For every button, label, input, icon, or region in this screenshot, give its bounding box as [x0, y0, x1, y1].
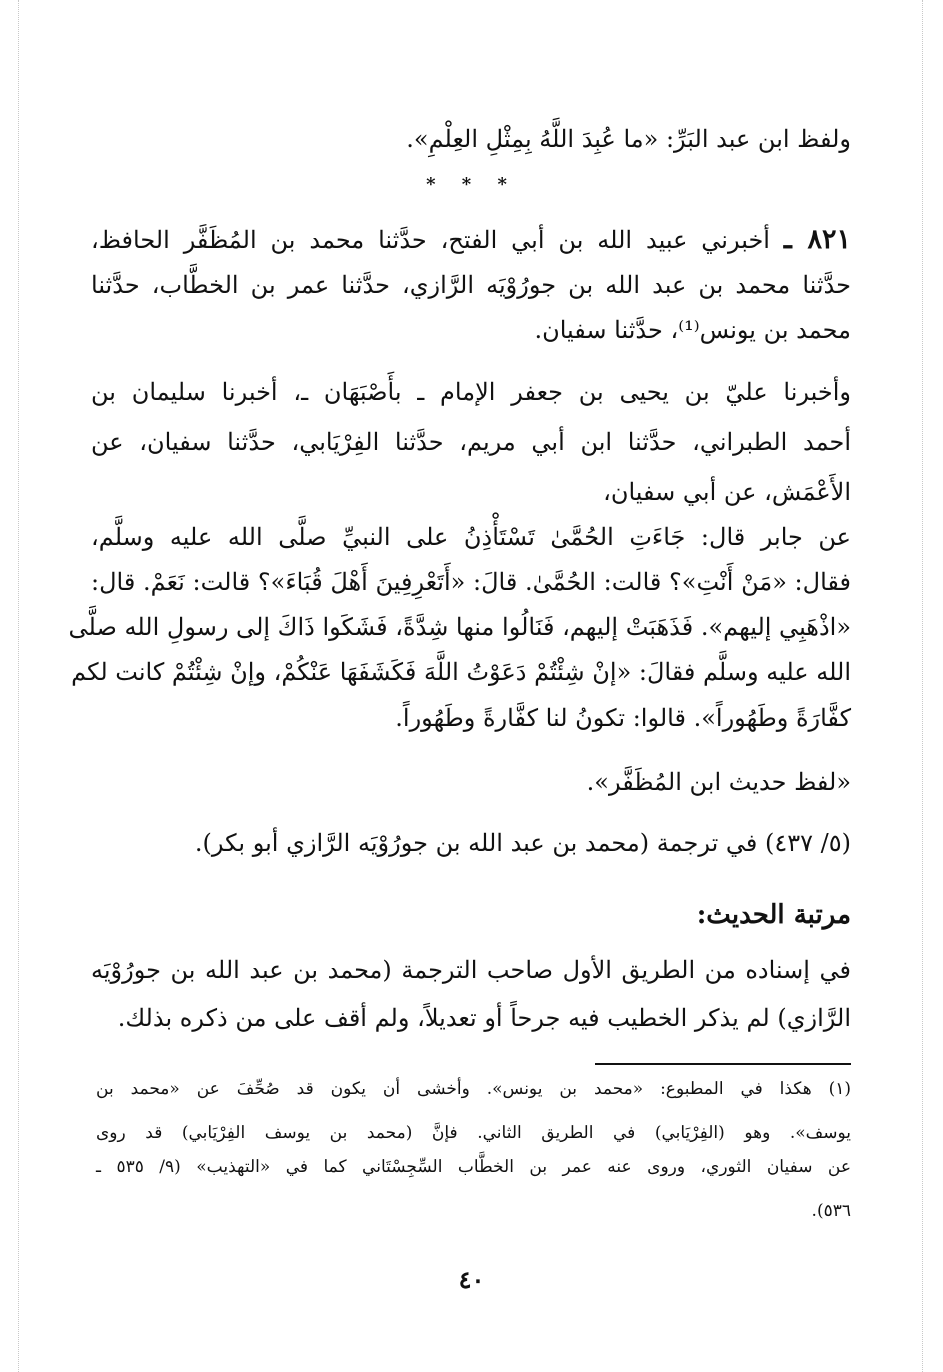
footnote-separator — [595, 1063, 851, 1065]
text-line-9: فقال: «مَنْ أَنْتِ»؟ قالت: الحُمَّىٰ. قالَ: «أَتَعْرِفِينَ أَهْلَ قُبَاءَ»؟ قالت: نَعَمْ. قال: — [91, 568, 851, 596]
text-line-15: في إسناده من الطريق الأول صاحب الترجمة (محمد بن عبد الله بن جورُوْيَه — [91, 956, 851, 984]
text-line-13: «لفظ حديث ابن المُظَفَّر». — [586, 768, 851, 796]
text-line-8: عن جابر قال: جَاءَتِ الحُمَّىٰ تَسْتَأْذِنُ على النبيِّ صلَّى الله عليه وسلَّم، — [91, 523, 851, 551]
text-line-12: كفَّارَةً وطَهُوراً». قالوا: تكونُ لنا كفَّارةً وطَهُوراً. — [395, 704, 851, 732]
text-line-7: الأَعْمَش، عن أبي سفيان، — [603, 478, 851, 506]
section-heading-line — [91, 900, 851, 930]
footnote-line-3: عن سفيان الثوري، وروى عنه عمر بن الخطَّاب السِّجِسْتَاني كما في «التهذيب» (٩/ ٥٣٥ ـ — [96, 1157, 851, 1177]
text-line-1: ولفظ ابن عبد البَرِّ: «ما عُبِدَ اللَّهُ بِمِثْلِ العِلْمِ». — [406, 125, 851, 153]
page-number: ٤٠ — [458, 1265, 485, 1294]
footnote-line-1: (١) هكذا في المطبوع: «محمد بن يونس». وأخشى أن يكون قد صُحِّفَ عن «محمد بن — [96, 1079, 851, 1099]
hadith-number: ٨٢١ ـ — [783, 224, 851, 255]
text-line-14: (٥/ ٤٣٧) في ترجمة (محمد بن عبد الله بن جورُوْيَه الرَّازي أبو بكر). — [194, 829, 851, 857]
section-heading: مرتبة الحديث: — [696, 900, 851, 930]
text-line-16: الرَّازي) لم يذكر الخطيب فيه جرحاً أو تعديلاً، ولم أقف على من ذكره بذلك. — [117, 1004, 851, 1032]
text-line-11: الله عليه وسلَّم فقالَ: «إنْ شِئْتُمْ دَعَوْتُ اللَّهَ فَكَشَفَهَا عَنْكُمْ، وإنْ شِئْتُمْ كانت لكم — [71, 658, 851, 686]
text-line-3: حدَّثنا محمد بن عبد الله بن جورُوْيَه الرَّازي، حدَّثنا عمر بن الخطَّاب، حدَّثنا — [91, 271, 851, 299]
margin-guide-right — [922, 0, 923, 1372]
text-line-10: «اذْهَبِي إليهم». فَذَهَبَتْ إليهم، فَنَالُوا منها شِدَّةً، فَشَكَوا ذَاكَ إلى رسولِ الله صلَّى — [68, 613, 851, 641]
text-line-2 — [91, 225, 851, 255]
text-line-6: أحمد الطبراني، حدَّثنا ابن أبي مريم، حدَّثنا الفِرْيَابي، حدَّثنا سفيان، عن — [91, 428, 851, 456]
section-separator: * * * — [426, 174, 517, 195]
text-line-4: محمد بن يونس⁽¹⁾، حدَّثنا سفيان. — [534, 316, 851, 344]
footnote-line-4: ٥٣٦). — [811, 1201, 851, 1221]
hadith-isnad-1: أخبرني عبيد الله بن أبي الفتح، حدَّثنا محمد بن المُظَفَّر الحافظ، — [91, 226, 770, 254]
text-line-5: وأخبرنا عليّ بن يحيى بن جعفر الإمام ـ بأَصْبَهَان ـ، أخبرنا سليمان بن — [91, 378, 851, 406]
footnote-line-2: يوسف». وهو (الفِرْيَابي) في الطريق الثاني. فإنَّ (محمد بن يوسف الفِرْيَابي) قد روى — [96, 1123, 851, 1143]
margin-guide-left — [18, 0, 19, 1372]
